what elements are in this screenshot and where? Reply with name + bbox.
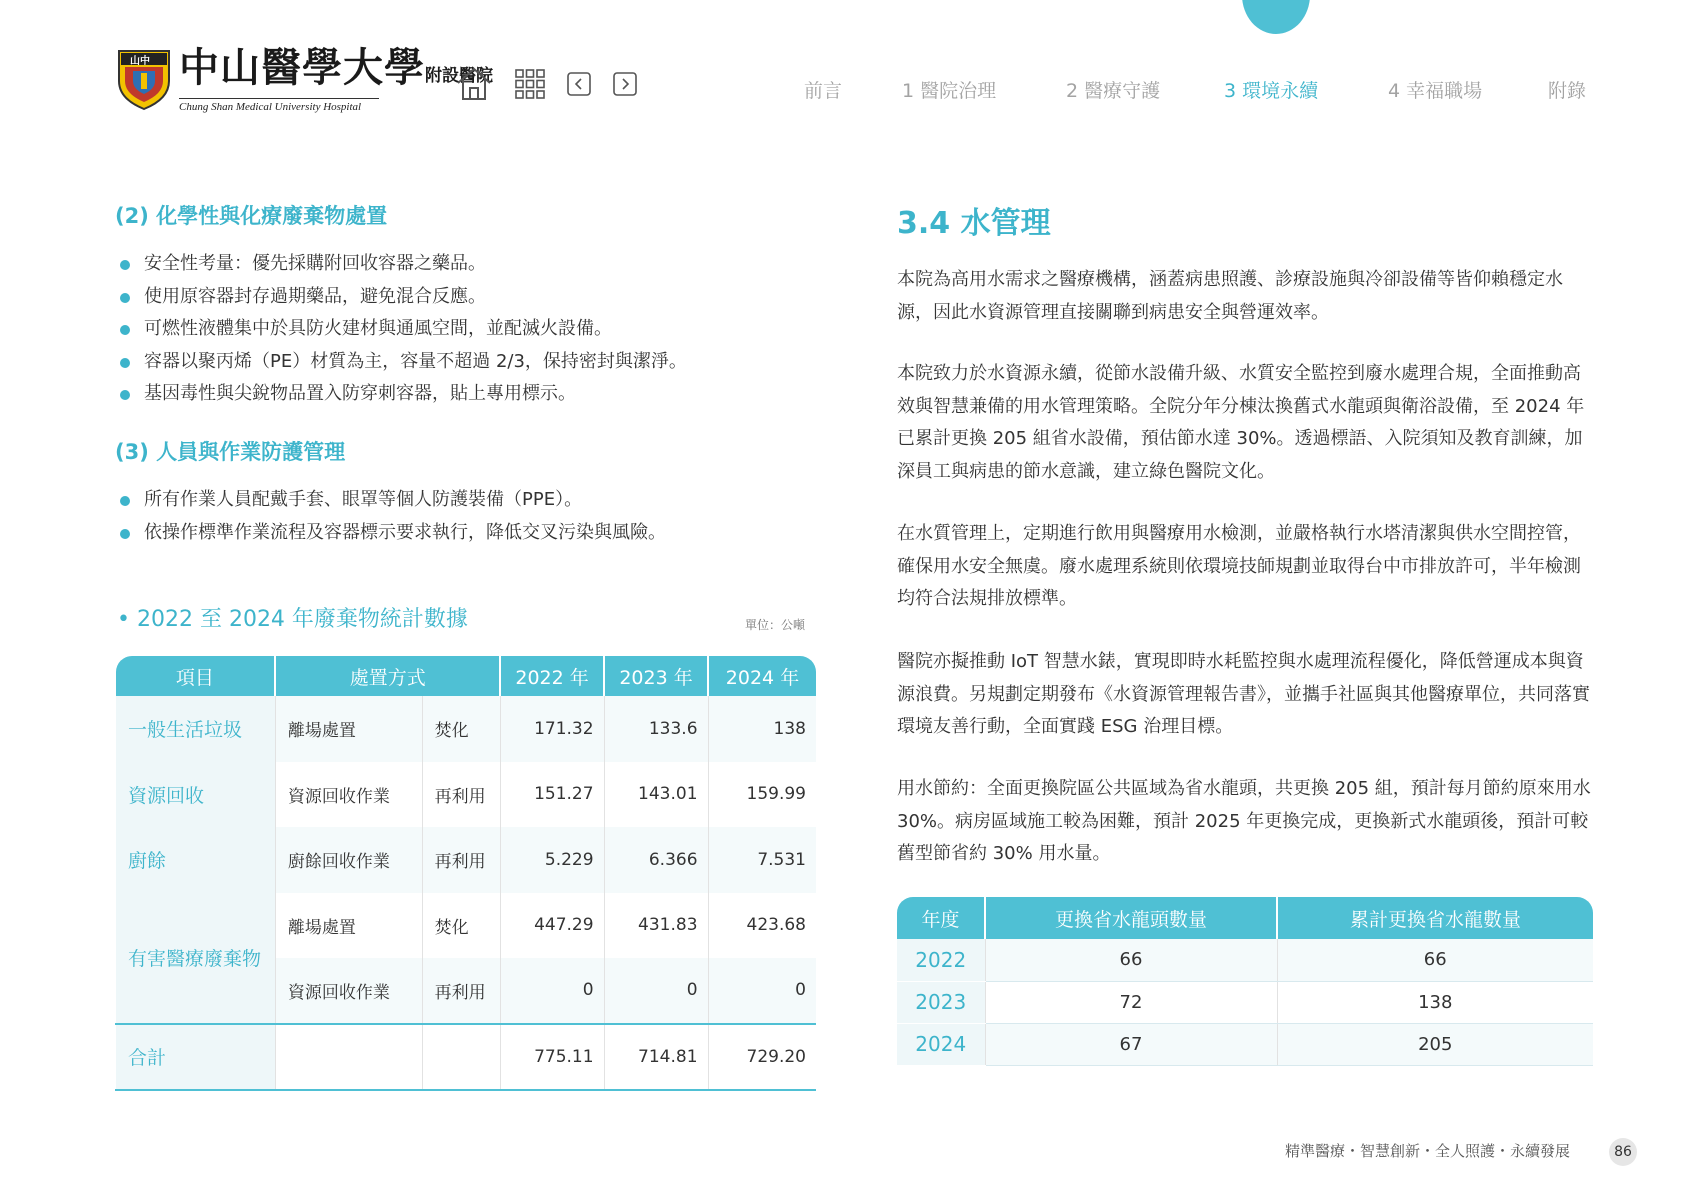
- chapter-tab-marker: [1242, 0, 1310, 34]
- row-year: 2022: [897, 939, 985, 981]
- column-header: 處置方式: [275, 656, 500, 696]
- table-row: [116, 696, 817, 762]
- list-item: 安全性考量：優先採購附回收容器之藥品。: [120, 248, 820, 281]
- section-3-list: [120, 484, 820, 549]
- menu-item-appendix[interactable]: 附錄: [1548, 80, 1587, 102]
- row-count: 72: [985, 981, 1277, 1023]
- table-total-row: [116, 1024, 817, 1090]
- column-header: 2024 年: [708, 656, 816, 696]
- menu-item-environment[interactable]: 3 環境永續: [1224, 80, 1319, 102]
- total-empty-cell: [422, 1024, 500, 1090]
- row-treatment: 再利用: [422, 762, 500, 828]
- row-value-2023: 0: [604, 958, 708, 1024]
- row-method: 離場處置: [275, 893, 422, 959]
- list-item: 可燃性液體集中於具防火建材與通風空間，並配滅火設備。: [120, 313, 820, 346]
- total-label: 合計: [116, 1024, 276, 1090]
- row-value-2023: 431.83: [604, 893, 708, 959]
- row-value-2022: 447.29: [500, 893, 604, 959]
- table-row: [897, 939, 1593, 981]
- total-value-2023: 714.81: [604, 1024, 708, 1090]
- row-value-2022: 5.229: [500, 827, 604, 893]
- column-header: 年度: [897, 897, 985, 939]
- column-header: 更換省水龍頭數量: [985, 897, 1277, 939]
- row-value-2023: 6.366: [604, 827, 708, 893]
- section-2-title: (2) 化學性與化療廢棄物處置: [115, 204, 388, 228]
- row-value-2022: 171.32: [500, 696, 604, 762]
- table-row: [897, 1023, 1593, 1065]
- menu-item-preface[interactable]: 前言: [804, 80, 843, 102]
- page-number: 86: [1609, 1138, 1637, 1166]
- total-value-2024: 729.20: [708, 1024, 816, 1090]
- paragraph: 醫院亦擬推動 IoT 智慧水錶，實現即時水耗監控與水處理流程優化，降低營運成本與資源浪費。另規劃定期發布《水資源管理報告書》，並攜手社區與其他醫療單位，共同落實環境友善行動，全面實踐 ESG 治理目標。: [897, 651, 1590, 737]
- row-count: 67: [985, 1023, 1277, 1065]
- row-treatment: 焚化: [422, 696, 500, 762]
- menu-item-medical-care[interactable]: 2 醫療守護: [1066, 80, 1161, 102]
- row-value-2022: 151.27: [500, 762, 604, 828]
- row-value-2024: 138: [708, 696, 816, 762]
- list-item: 容器以聚丙烯（PE）材質為主，容量不超過 2/3，保持密封與潔淨。: [120, 346, 820, 379]
- section-title-water: 3.4 水管理: [897, 206, 1051, 241]
- section-3-title: (3) 人員與作業防護管理: [115, 440, 346, 464]
- waste-statistics-table: [115, 656, 816, 1091]
- row-treatment: 再利用: [422, 958, 500, 1024]
- row-year: 2023: [897, 981, 985, 1023]
- waste-table-title: • 2022 至 2024 年廢棄物統計數據: [117, 607, 468, 632]
- table-row: [116, 893, 817, 959]
- list-item: 所有作業人員配戴手套、眼罩等個人防護裝備（PPE）。: [120, 484, 820, 517]
- paragraph: 本院致力於水資源永續，從節水設備升級、水質安全監控到廢水處理合規，全面推動高效與智慧兼備的用水管理策略。全院分年分棟汰換舊式水龍頭與衛浴設備，至 2024 年已累計更換 205 組省水設備，預估節水達 30%。透過標語、入院須知及教育訓練，加深員工與病患的節水意識，建立綠色醫院文化。: [897, 363, 1585, 482]
- paragraph: 用水節約：全面更換院區公共區域為省水龍頭，共更換 205 組，預計每月節約原來用水 30%。病房區域施工較為困難，預計 2025 年更換完成，更換新式水龍頭後，預計可較舊型節省約 30% 用水量。: [897, 778, 1591, 864]
- faucet-replacement-table: [897, 897, 1593, 1066]
- row-value-2024: 0: [708, 958, 816, 1024]
- total-value-2022: 775.11: [500, 1024, 604, 1090]
- column-header: 累計更換省水龍數量: [1277, 897, 1593, 939]
- logo-badge-text: 山中: [130, 56, 150, 67]
- row-item: 廚餘: [116, 827, 276, 893]
- row-treatment: 再利用: [422, 827, 500, 893]
- table-row: [116, 827, 817, 893]
- row-cumulative: 205: [1277, 1023, 1593, 1065]
- row-method: 離場處置: [275, 696, 422, 762]
- table-header-row: [116, 656, 817, 696]
- row-cumulative: 138: [1277, 981, 1593, 1023]
- row-value-2022: 0: [500, 958, 604, 1024]
- list-item: 依操作標準作業流程及容器標示要求執行，降低交叉污染與風險。: [120, 517, 820, 550]
- row-year: 2024: [897, 1023, 985, 1065]
- row-value-2023: 143.01: [604, 762, 708, 828]
- menu-item-workplace[interactable]: 4 幸福職場: [1388, 80, 1483, 102]
- row-count: 66: [985, 939, 1277, 981]
- waste-table-unit: 單位：公噸: [745, 618, 806, 632]
- row-cumulative: 66: [1277, 939, 1593, 981]
- footer-slogan: 精準醫療・智慧創新・全人照護・永續發展: [1285, 1142, 1571, 1160]
- paragraph: 本院為高用水需求之醫療機構，涵蓋病患照護、診療設施與冷卻設備等皆仰賴穩定水源，因此水資源管理直接關聯到病患安全與營運效率。: [897, 269, 1563, 323]
- row-method: 廚餘回收作業: [275, 827, 422, 893]
- row-value-2024: 423.68: [708, 893, 816, 959]
- column-header: 項目: [116, 656, 276, 696]
- row-value-2024: 159.99: [708, 762, 816, 828]
- table-row: [116, 762, 817, 828]
- paragraph: 在水質管理上，定期進行飲用與醫療用水檢測，並嚴格執行水塔清潔與供水空間控管，確保用水安全無虞。廢水處理系統則依環境技師規劃並取得台中市排放許可，半年檢測均符合法規排放標準。: [897, 523, 1581, 609]
- chapter-menu: [0, 76, 1697, 102]
- row-item: 有害醫療廢棄物: [116, 893, 276, 1024]
- row-method: 資源回收作業: [275, 762, 422, 828]
- total-empty-cell: [275, 1024, 422, 1090]
- list-item: 基因毒性與尖銳物品置入防穿刺容器，貼上專用標示。: [120, 378, 820, 411]
- menu-item-governance[interactable]: 1 醫院治理: [902, 80, 997, 102]
- row-item: 一般生活垃圾: [116, 696, 276, 762]
- row-value-2024: 7.531: [708, 827, 816, 893]
- row-method: 資源回收作業: [275, 958, 422, 1024]
- row-item: 資源回收: [116, 762, 276, 828]
- section-2-list: [120, 248, 820, 411]
- list-item: 使用原容器封存過期藥品，避免混合反應。: [120, 281, 820, 314]
- logo-english-name: Chung Shan Medical University Hospital: [179, 98, 379, 113]
- table-row: [897, 981, 1593, 1023]
- row-value-2023: 133.6: [604, 696, 708, 762]
- column-header: 2023 年: [604, 656, 708, 696]
- logo-chinese-name: 中山醫學大學附設醫院: [179, 43, 493, 91]
- row-treatment: 焚化: [422, 893, 500, 959]
- table-header-row: [897, 897, 1593, 939]
- column-header: 2022 年: [500, 656, 604, 696]
